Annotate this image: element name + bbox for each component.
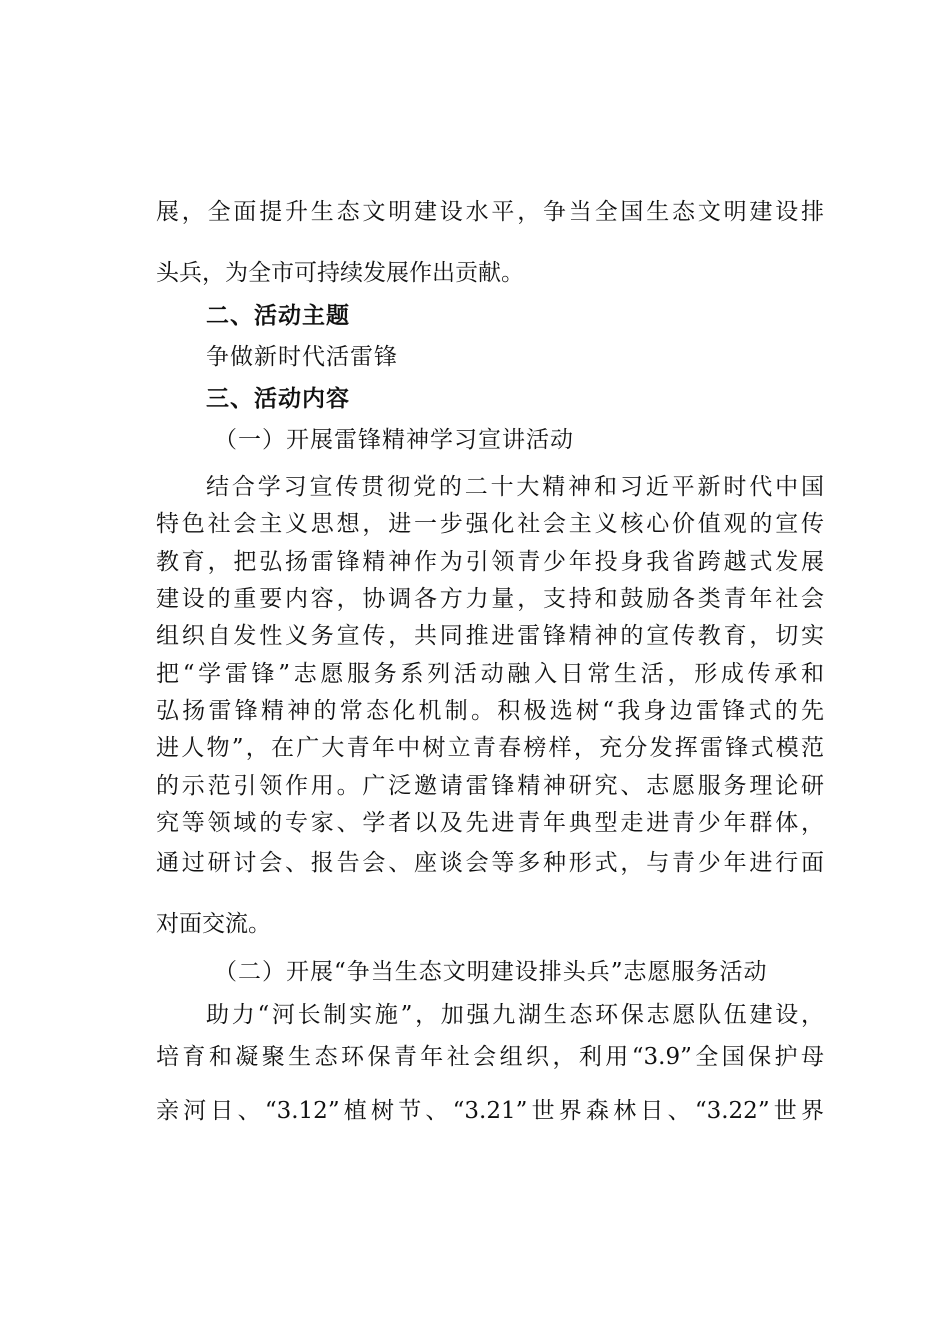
intro-line-1: 展，全面提升生态文明建设水平，争当全国生态文明建设排 <box>156 199 824 225</box>
item-2-line-2: 培育和凝聚生态环保青年社会组织，利用“3.9”全国保护母 <box>156 1044 824 1070</box>
item-1-line-2: 特色社会主义思想，进一步强化社会主义核心价值观的宣传 <box>156 511 824 537</box>
item-1-line-9: 的示范引领作用。广泛邀请雷锋精神研究、志愿服务理论研 <box>156 773 824 799</box>
item-1-line-10: 究等领域的专家、学者以及先进青年典型走进青少年群体， <box>156 810 824 836</box>
item-1-line-5: 组织自发性义务宣传，共同推进雷锋精神的宣传教育，切实 <box>156 623 824 649</box>
item-1-line-7: 弘扬雷锋精神的常态化机制。积极选树“我身边雷锋式的先 <box>156 698 824 724</box>
item-1-line-3: 教育，把弘扬雷锋精神作为引领青少年投身我省跨越式发展 <box>156 549 824 575</box>
activity-theme: 争做新时代活雷锋 <box>206 344 398 370</box>
item-1-title: （一）开展雷锋精神学习宣讲活动 <box>214 427 574 453</box>
item-1-line-11: 通过研讨会、报告会、座谈会等多种形式，与青少年进行面 <box>156 850 824 876</box>
item-2-line-1: 助力“河长制实施”，加强九湖生态环保志愿队伍建设， <box>206 1002 824 1028</box>
section-3-heading: 三、活动内容 <box>206 386 350 412</box>
item-1-line-8: 进人物”，在广大青年中树立青春榜样，充分发挥雷锋式模范 <box>156 735 824 761</box>
item-2-line-3: 亲河日、“3.12”植树节、“3.21”世界森林日、“3.22”世界 <box>156 1098 824 1124</box>
item-2-title: （二）开展“争当生态文明建设排头兵”志愿服务活动 <box>214 959 768 985</box>
item-1-line-12: 对面交流。 <box>156 911 271 937</box>
section-2-heading: 二、活动主题 <box>206 303 350 329</box>
intro-line-2: 头兵，为全市可持续发展作出贡献。 <box>156 260 524 286</box>
item-1-line-6: 把“学雷锋”志愿服务系列活动融入日常生活，形成传承和 <box>156 661 824 687</box>
item-1-line-4: 建设的重要内容，协调各方力量，支持和鼓励各类青年社会 <box>156 586 824 612</box>
item-1-line-1: 结合学习宣传贯彻党的二十大精神和习近平新时代中国 <box>206 474 824 500</box>
